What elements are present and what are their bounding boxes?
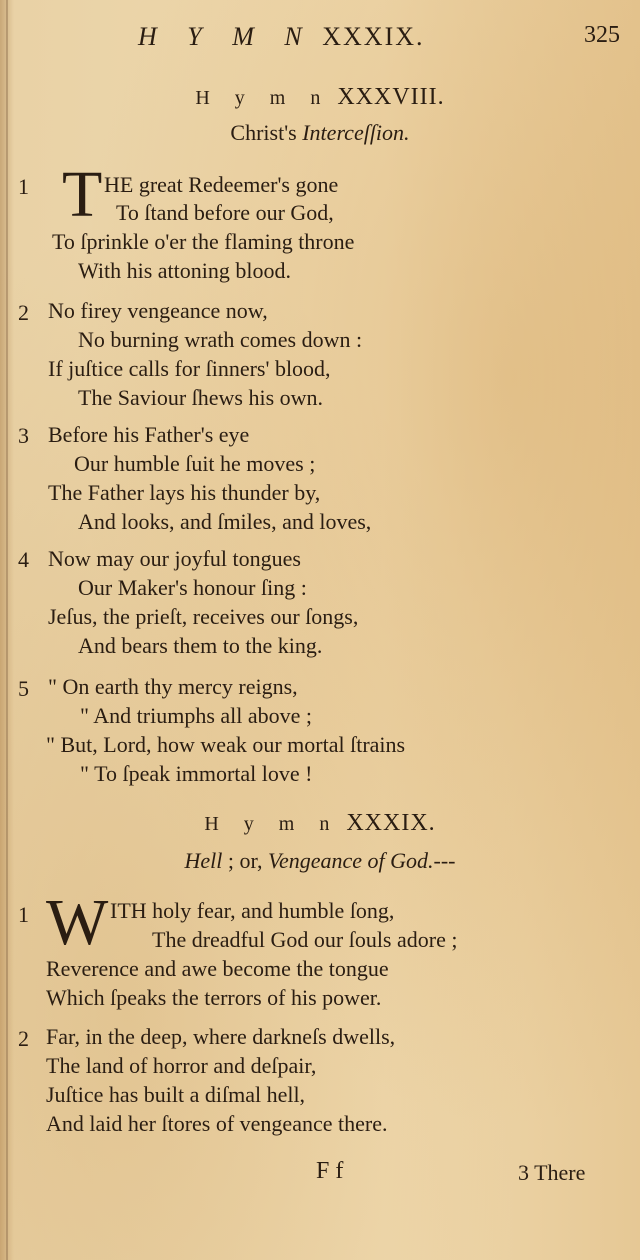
hymn-38-subtitle: Christ's Interceſſion.	[230, 120, 410, 145]
drop-cap: W	[46, 886, 109, 959]
gutter-edge	[6, 0, 8, 1260]
running-head-title: H Y M N XXXIX.	[138, 22, 425, 51]
book-page: H Y M N XXXIX. 325 H y m n XXXVIII. Christ's Interceſſion. 1 T HE great Redeemer's gone To ſtand before our God, To ſprinkle o'er the flaming throne With his attoning blood. 2 No firey vengeance now, No burning wrath comes down : If juſtice calls for ſinners' blood, The Saviour ſhews his own. 3 Before his Father's eye Our humble ſuit he moves ; The Father lays his thunder by, And looks, and ſmiles, and loves, 4 Now may our joyful tongues Our Maker's honour ſing : Jeſus, the prieſt, receives our ſongs, And bears them to the king. 5 " On earth thy mercy reigns, " And triumphs all above ; " But, Lord, how weak our mortal ſtrains " To ſpeak immortal love ! H y m n XXXIX. Hell ; or, Vengeance of God.--- 1 W ITH holy fear, and humble ſong, The dreadful God our ſouls adore ; Reverence and awe become the tongue Which ſpeaks the terrors of his power. 2 Far, in the deep, where darkneſs dwells, The land of horror and deſpair, Juſtice has built a diſmal hell, And laid her ſtores of vengeance there. F f 3 There	[0, 0, 640, 1260]
hymn-38-heading: H y m n XXXVIII.	[195, 84, 445, 110]
running-head	[0, 22, 640, 58]
catchword: 3 There	[518, 1160, 586, 1185]
signature-mark: F f	[316, 1158, 344, 1184]
hymn-39-subtitle: Hell ; or, Vengeance of God.---	[184, 848, 456, 873]
hymn-39-heading: H y m n XXXIX.	[204, 810, 436, 836]
page-number: 325	[584, 22, 620, 48]
drop-cap: T	[62, 158, 103, 231]
